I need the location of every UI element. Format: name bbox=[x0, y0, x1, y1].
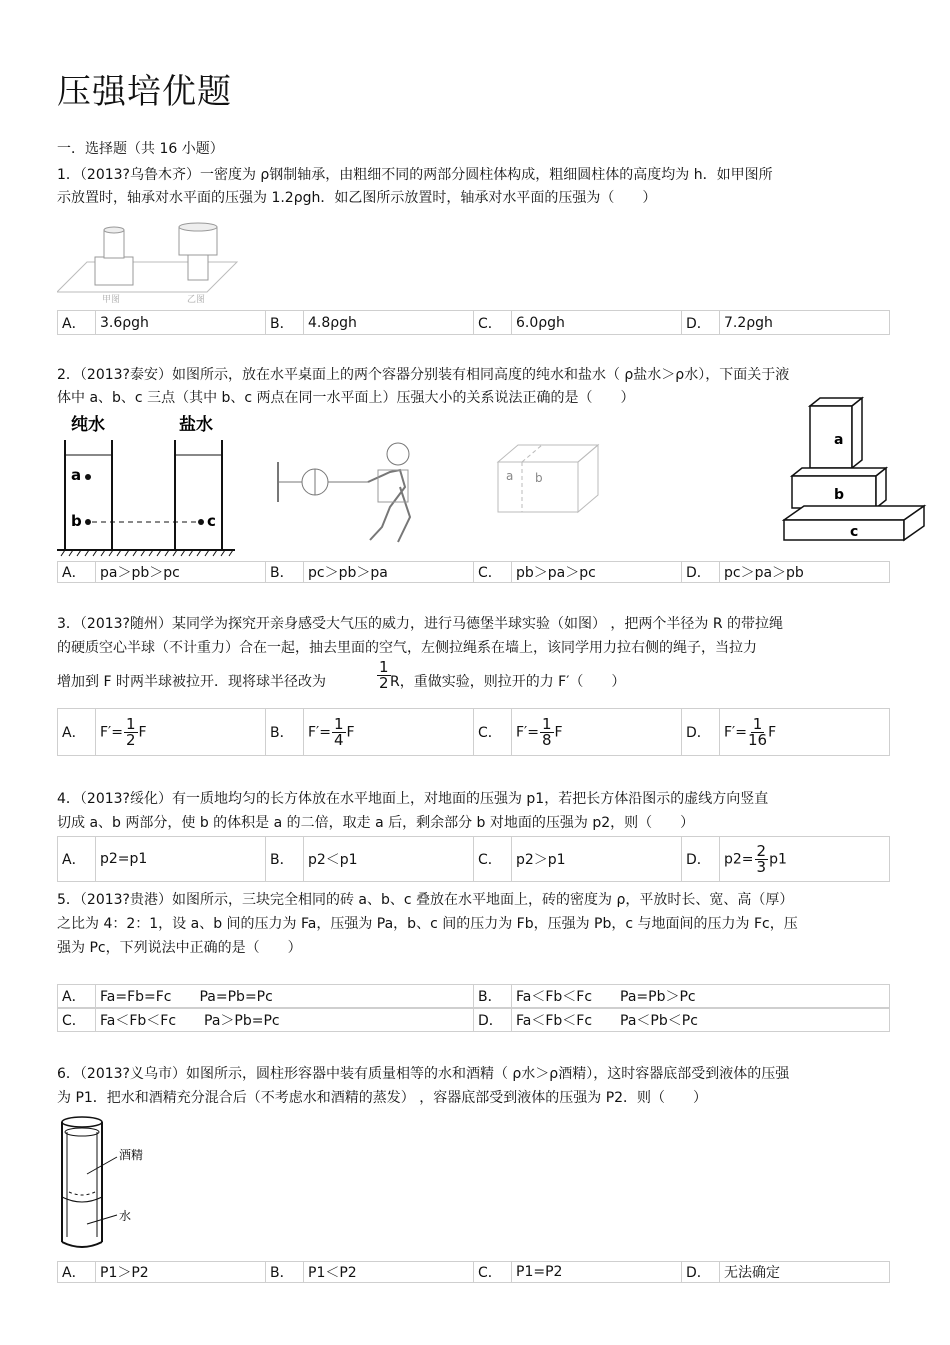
q6-option-c[interactable]: C． P1=P2 bbox=[474, 1262, 682, 1282]
q5-option-a[interactable]: A． Fa=Fb=Fc Pa=Pb=Pc bbox=[58, 985, 474, 1007]
q5-options-row2 bbox=[57, 1008, 890, 1032]
q5-brick-a: a bbox=[834, 432, 844, 448]
q5-brick-b: b bbox=[834, 487, 845, 503]
q4-line1: 4．（2013?绥化）有一质地均匀的长方体放在水平地面上，对地面的压强为 p1，若把长方体沿图示的虚线方向竖直 bbox=[57, 791, 769, 807]
q2-figure-containers bbox=[57, 410, 237, 560]
q2-option-c[interactable]: C． pb＞pa＞pc bbox=[474, 562, 682, 582]
q2-label-pure: 纯水 bbox=[71, 415, 105, 435]
q6-option-b[interactable]: B． P1＜P2 bbox=[266, 1262, 474, 1282]
q6-option-a[interactable]: A． P1＞P2 bbox=[58, 1262, 266, 1282]
q3-figure-magdeburg bbox=[270, 432, 435, 552]
q3-option-a[interactable]: A． F′= $\frac{1}{2}$ F bbox=[58, 709, 266, 755]
q2-label-salt: 盐水 bbox=[179, 415, 213, 435]
q5-option-b[interactable]: B． Fa＜Fb＜Fc Pa=Pb＞Pc bbox=[474, 985, 889, 1007]
q3-options bbox=[57, 708, 890, 756]
q1-option-d[interactable]: D． 7.2ρgh bbox=[682, 311, 889, 334]
q6-label-alcohol: 酒精 bbox=[119, 1148, 144, 1162]
q5-line3: 强为 Pc，下列说法中正确的是（ ） bbox=[57, 940, 302, 956]
q2-line2: 体中 a、b、c 三点（其中 b、c 两点在同一水平面上）压强大小的关系说法正确的是（ ） bbox=[57, 390, 635, 406]
q4-figure-cuboid bbox=[495, 440, 605, 520]
q1-option-c[interactable]: C． 6.0ρgh bbox=[474, 311, 682, 334]
q1-line1: 1．（2013?乌鲁木齐）一密度为 ρ钢制轴承，由粗细不同的两部分圆柱体构成，粗细圆柱体的高度均为 h．如甲图所 bbox=[57, 167, 773, 183]
q1-option-a[interactable]: A． 3.6ρgh bbox=[58, 311, 266, 334]
q5-brick-c: c bbox=[850, 524, 859, 540]
q3-option-b[interactable]: B． F′= $\frac{1}{4}$ F bbox=[266, 709, 474, 755]
q3-option-d[interactable]: D． F′= $\frac{1}{16}$ F bbox=[682, 709, 889, 755]
q2-point-a: a bbox=[71, 466, 82, 484]
q1-options bbox=[57, 310, 890, 335]
section-heading: 一．选择题（共 16 小题） bbox=[57, 141, 224, 157]
q5-option-c[interactable]: C． Fa＜Fb＜Fc Pa＞Pb=Pc bbox=[58, 1009, 474, 1031]
q2-option-d[interactable]: D． pc＞pa＞pb bbox=[682, 562, 889, 582]
q3-line3a: 增加到 F 时两半球被拉开．现将球半径改为 bbox=[57, 674, 326, 690]
q4-option-c[interactable]: C． p2＞p1 bbox=[474, 837, 682, 881]
q6-options bbox=[57, 1261, 890, 1283]
q2-point-c: c bbox=[207, 512, 216, 530]
q4-options bbox=[57, 836, 890, 882]
q6-figure-cylinder bbox=[57, 1112, 167, 1256]
page-title: 压强培优题 bbox=[57, 72, 232, 112]
q3-half-fraction: $\frac{1}{2}$ bbox=[379, 658, 389, 692]
q4-option-d[interactable]: D． p2= $\frac{2}{3}$ p1 bbox=[682, 837, 889, 881]
q1-fig-label-right: 乙图 bbox=[187, 295, 206, 304]
q5-option-d[interactable]: D． Fa＜Fb＜Fc Pa＜Pb＜Pc bbox=[474, 1009, 889, 1031]
q3-option-c[interactable]: C． F′= $\frac{1}{8}$ F bbox=[474, 709, 682, 755]
q5-line2: 之比为 4：2：1，设 a、b 间的压力为 Fa，压强为 Pa，b、c 间的压力为 Fb，压强为 Pb，c 与地面间的压力为 Fc，压 bbox=[57, 916, 798, 932]
q1-option-b[interactable]: B． 4.8ρgh bbox=[266, 311, 474, 334]
q6-line2: 为 P1．把水和酒精充分混合后（不考虑水和酒精的蒸发） ，容器底部受到液体的压强为 P2．则（ ） bbox=[57, 1090, 708, 1106]
q2-options bbox=[57, 561, 890, 583]
q2-line1: 2．（2013?泰安）如图所示，放在水平桌面上的两个容器分别装有相同高度的纯水和盐水（ ρ盐水＞ρ水），下面关于液 bbox=[57, 367, 790, 383]
q3-line1: 3．（2013?随州）某同学为探究开亲身感受大气压的威力，进行马德堡半球实验（如图） ，把两个半径为 R 的带拉绳 bbox=[57, 616, 784, 632]
q2-option-a[interactable]: A． pa＞pb＞pc bbox=[58, 562, 266, 582]
q2-point-b: b bbox=[71, 512, 82, 530]
q4-option-b[interactable]: B． p2＜p1 bbox=[266, 837, 474, 881]
q6-option-d[interactable]: D． 无法确定 bbox=[682, 1262, 889, 1282]
q3-line3b: R，重做实验，则拉开的力 F′（ ） bbox=[390, 674, 626, 690]
q5-figure-bricks bbox=[782, 396, 927, 548]
q2-option-b[interactable]: B． pc＞pb＞pa bbox=[266, 562, 474, 582]
q1-fig-label-left: 甲图 bbox=[102, 295, 121, 304]
q4-line2: 切成 a、b 两部分，使 b 的体积是 a 的二倍，取走 a 后，剩余部分 b 对地面的压强为 p2，则（ ） bbox=[57, 815, 695, 831]
q4-option-a[interactable]: A． p2=p1 bbox=[58, 837, 266, 881]
q4-fig-label-b: b bbox=[535, 471, 543, 485]
q4-fig-label-a: a bbox=[506, 469, 514, 483]
q5-options-row1 bbox=[57, 984, 890, 1008]
q6-line1: 6．（2013?义乌市）如图所示，圆柱形容器中装有质量相等的水和酒精（ ρ水＞ρ酒精），这时容器底部受到液体的压强 bbox=[57, 1066, 790, 1082]
q5-line1: 5．（2013?贵港）如图所示，三块完全相同的砖 a、b、c 叠放在水平地面上，砖的密度为 ρ，平放时长、宽、高（厚） bbox=[57, 892, 794, 908]
q3-line2: 的硬质空心半球（不计重力）合在一起，抽去里面的空气，左侧拉绳系在墙上，该同学用力拉右侧的绳子，当拉力 bbox=[57, 640, 757, 656]
q6-label-water: 水 bbox=[119, 1209, 132, 1223]
q1-figure-bearings bbox=[57, 212, 247, 304]
q1-line2: 示放置时，轴承对水平面的压强为 1.2ρgh．如乙图所示放置时，轴承对水平面的压强为（ ） bbox=[57, 190, 657, 206]
